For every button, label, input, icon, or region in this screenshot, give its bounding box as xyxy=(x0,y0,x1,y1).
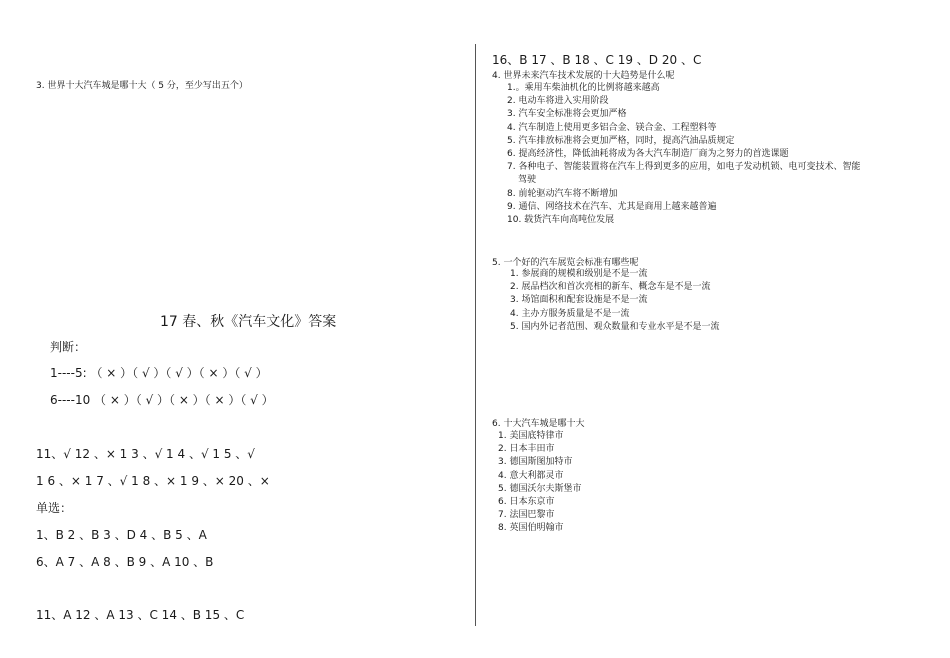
list-item: 4. 主办方服务质量是不是一流 xyxy=(510,308,630,319)
question-4-list xyxy=(507,82,860,227)
list-item: 3. 汽车安全标准将会更加严格 xyxy=(507,109,627,120)
question-3: 3. 世界十大汽车城是哪十大（ 5 分，至少写出五个） xyxy=(36,81,248,91)
list-item: 9. 通信、网络技术在汽车、尤其是商用上越来越普遍 xyxy=(507,201,717,212)
judge-answers-6-10: 6----10 （ × ）（ √ ）（ × ）（ × ）（ √ ） xyxy=(50,393,274,407)
list-item: 4. 汽车制造上使用更多铝合金、镁合金、工程塑料等 xyxy=(507,122,717,133)
question-4-title: 4. 世界未来汽车技术发展的十大趋势是什么呢 xyxy=(492,71,675,81)
judge-label: 判断： xyxy=(50,340,87,354)
question-6-title: 6. 十大汽车城是哪十大 xyxy=(492,419,585,429)
list-item: 6. 日本东京市 xyxy=(498,497,555,508)
list-item: 3. 场馆面积和配套设施是不是一流 xyxy=(510,295,648,306)
list-item: 1. 美国底特律市 xyxy=(498,431,564,441)
list-item: 7. 各种电子、智能装置将在汽车上得到更多的应用，如电子发动机锁、电可变技术、智能 xyxy=(507,162,861,173)
list-item: 1. 参展商的规模和级别是不是一流 xyxy=(510,269,648,279)
list-item: 2. 日本丰田市 xyxy=(498,444,555,455)
list-item: 8. 前轮驱动汽车将不断增加 xyxy=(507,188,618,199)
list-item: 5. 德国沃尔夫斯堡市 xyxy=(498,483,582,494)
single-answers-11-15: 11、A 12 、A 13 、C 14 、B 15 、C xyxy=(36,608,245,622)
judge-answers-16-20: 1 6 、× 1 7 、√ 1 8 、× 1 9 、× 20 、× xyxy=(36,474,270,488)
single-choice-label: 单选： xyxy=(36,501,73,515)
list-item: 10. 载货汽车向高吨位发展 xyxy=(507,215,615,226)
single-answers-16-20: 16、B 17 、B 18 、C 19 、D 20 、C xyxy=(492,53,702,67)
list-item: 5. 汽车排放标准将会更加严格，同时，提高汽油品质规定 xyxy=(507,135,735,146)
list-item: 2. 电动车将进入实用阶段 xyxy=(507,96,609,107)
single-answers-6-10: 6、A 7 、A 8 、B 9 、A 10 、B xyxy=(36,555,214,569)
list-item-continuation: 驾驶 xyxy=(518,175,537,186)
list-item: 1.。乘用车柴油机化的比例将越来越高 xyxy=(507,83,660,93)
single-answers-1-5: 1、B 2 、B 3 、D 4 、B 5 、A xyxy=(36,528,207,542)
list-item: 2. 展品档次和首次亮相的新车、概念车是不是一流 xyxy=(510,282,711,293)
judge-answers-11-15: 11、√ 12 、× 1 3 、√ 1 4 、√ 1 5 、√ xyxy=(36,447,255,461)
question-6-list xyxy=(498,430,581,536)
question-5-title: 5. 一个好的汽车展览会标准有哪些呢 xyxy=(492,258,639,268)
list-item: 6. 提高经济性，降低油耗将成为各大汽车制造厂商为之努力的首选课题 xyxy=(507,149,789,160)
question-5-list xyxy=(510,268,719,334)
list-item: 7. 法国巴黎市 xyxy=(498,510,555,521)
answer-title: 17 春、秋《汽车文化》答案 xyxy=(160,314,337,330)
judge-answers-1-5: 1----5: （ × ）（ √ ）（ √ ）（ × ）（ √ ） xyxy=(50,366,268,380)
list-item: 5. 国内外记者范围、观众数量和专业水平是不是一流 xyxy=(510,321,720,332)
list-item: 8. 英国伯明翰市 xyxy=(498,523,564,534)
list-item: 4. 意大利都灵市 xyxy=(498,470,564,481)
list-item: 3. 德国斯图加特市 xyxy=(498,457,573,468)
column-divider xyxy=(475,44,476,626)
